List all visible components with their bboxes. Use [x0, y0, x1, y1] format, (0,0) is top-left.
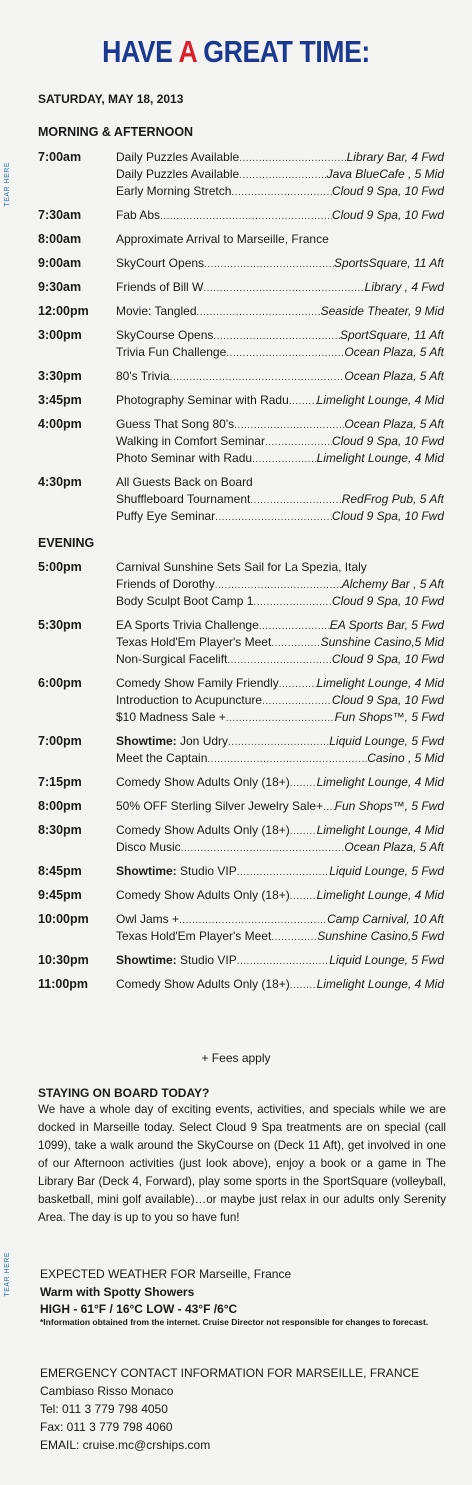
event-location: Library Bar, 4 Fwd	[346, 150, 444, 164]
event-location: Liquid Lounge, 5 Fwd	[329, 953, 444, 967]
event-name	[116, 304, 197, 318]
event-location: Liquid Lounge, 5 Fwd	[329, 734, 444, 748]
section-evening: EVENING	[38, 536, 95, 550]
schedule-time: 3:45pm	[38, 393, 82, 407]
schedule-item	[116, 369, 444, 383]
event-location: Cloud 9 Spa, 10 Fwd	[331, 509, 444, 523]
leader-dots	[237, 867, 330, 878]
event-text: Comedy Show Adults Only (18+)	[116, 775, 290, 789]
event-name	[116, 840, 181, 854]
event-location: Cloud 9 Spa, 10 Fwd	[331, 652, 444, 666]
event-location: Sunshine Casino,5 Fwd	[317, 929, 444, 943]
event-name	[116, 492, 250, 506]
event-name	[116, 799, 323, 813]
leader-dots	[290, 778, 317, 789]
leader-dots	[215, 580, 342, 591]
event-name	[116, 256, 204, 270]
schedule-item	[116, 823, 444, 837]
schedule-item	[116, 232, 444, 246]
event-location: SportSquare, 11 Aft	[339, 328, 444, 342]
event-location: Limelight Lounge, 4 Mid	[316, 823, 444, 837]
event-text: Jon Udry	[176, 734, 229, 748]
event-name	[116, 751, 207, 765]
event-prefix: Showtime:	[116, 953, 177, 967]
leader-dots	[170, 372, 345, 383]
leader-dots	[290, 891, 317, 902]
leader-dots	[252, 454, 317, 465]
schedule-item	[116, 184, 444, 198]
event-name	[116, 560, 367, 574]
schedule-item	[116, 953, 444, 967]
event-location: Limelight Lounge, 4 Mid	[316, 888, 444, 902]
event-location: Ocean Plaza, 5 Aft	[344, 417, 444, 431]
event-name	[116, 577, 215, 591]
event-text: Walking in Comfort Seminar	[116, 434, 265, 448]
weather-temps: HIGH - 61°F / 16°C LOW - 43°F /6°C	[40, 1302, 238, 1316]
weather-heading: EXPECTED WEATHER FOR Marseille, France	[40, 1267, 292, 1281]
event-name	[116, 929, 271, 943]
event-location: Sunshine Casino,5 Mid	[320, 635, 444, 649]
schedule-item	[116, 434, 444, 448]
schedule-time: 9:00am	[38, 256, 82, 270]
event-text: 80's Trivia	[116, 369, 170, 383]
tear-here-label: TEAR HERE	[4, 162, 11, 207]
event-name	[116, 693, 262, 707]
leader-dots	[290, 826, 317, 837]
schedule-time: 4:30pm	[38, 475, 82, 489]
event-text: SkyCourt Opens	[116, 256, 205, 270]
schedule-time: 8:30pm	[38, 823, 82, 837]
leader-dots	[279, 679, 317, 690]
leader-dots	[262, 696, 332, 707]
event-text: Introduction to Acupuncture	[116, 693, 263, 707]
schedule-item	[116, 475, 444, 489]
leader-dots	[197, 307, 321, 318]
schedule-time: 3:30pm	[38, 369, 82, 383]
event-text: Early Morning Stretch	[116, 184, 232, 198]
event-text: Puffy Eye Seminar	[116, 509, 216, 523]
event-location: Liquid Lounge, 5 Fwd	[329, 864, 444, 878]
event-name	[116, 953, 237, 967]
schedule-time: 7:15pm	[38, 775, 82, 789]
event-text: Daily Puzzles Available	[116, 150, 240, 164]
leader-dots	[226, 713, 335, 724]
event-location: EA Sports Bar, 5 Fwd	[329, 618, 444, 632]
schedule-item	[116, 560, 444, 574]
schedule-item	[116, 280, 444, 294]
event-text: Owl Jams +	[116, 912, 180, 926]
event-location: Limelight Lounge, 4 Mid	[316, 676, 444, 690]
tear-here-label: TEAR HERE	[4, 1252, 11, 1297]
schedule-time: 7:00am	[38, 150, 82, 164]
event-text: Meet the Captain	[116, 751, 208, 765]
event-text: $10 Madness Sale +	[116, 710, 226, 724]
emergency-name: Cambiaso Risso Monaco	[40, 1384, 174, 1398]
schedule-time: 5:00pm	[38, 560, 82, 574]
event-location: Seaside Theater, 9 Mid	[320, 304, 444, 318]
event-text: Studio VIP	[176, 864, 237, 878]
event-name	[116, 734, 228, 748]
event-text: Guess That Song 80's	[116, 417, 235, 431]
event-text: Comedy Show Family Friendly	[116, 676, 279, 690]
event-text: Movie: Tangled	[116, 304, 197, 318]
schedule-time: 7:00pm	[38, 734, 82, 748]
event-name	[116, 369, 170, 383]
event-name	[116, 635, 271, 649]
schedule-item	[116, 393, 444, 407]
schedule-item	[116, 888, 444, 902]
schedule-item	[116, 594, 444, 608]
schedule-item	[116, 912, 444, 926]
schedule-item	[116, 345, 444, 359]
event-location: Cloud 9 Spa, 10 Fwd	[331, 434, 444, 448]
staying-title: STAYING ON BOARD TODAY?	[38, 1086, 210, 1100]
leader-dots	[203, 283, 364, 294]
leader-dots	[228, 737, 329, 748]
event-name	[116, 280, 203, 294]
event-name	[116, 509, 215, 523]
event-location: Casino , 5 Mid	[367, 751, 444, 765]
event-location: Limelight Lounge, 4 Mid	[316, 977, 444, 991]
leader-dots	[323, 802, 335, 813]
event-location: Ocean Plaza, 5 Aft	[344, 840, 444, 854]
event-location: Cloud 9 Spa, 10 Fwd	[331, 693, 444, 707]
schedule-item	[116, 150, 444, 164]
schedule-item	[116, 929, 444, 943]
event-location: Ocean Plaza, 5 Aft	[344, 369, 444, 383]
event-name	[116, 434, 265, 448]
schedule-item	[116, 304, 444, 318]
event-location: Java BlueCafe , 5 Mid	[326, 167, 444, 181]
schedule-item	[116, 417, 444, 431]
schedule-item	[116, 977, 444, 991]
event-location: Limelight Lounge, 4 Mid	[316, 393, 444, 407]
event-text: Trivia Fun Challenge	[116, 345, 227, 359]
event-name	[116, 710, 226, 724]
event-name	[116, 775, 290, 789]
leader-dots	[160, 211, 332, 222]
schedule-time: 6:00pm	[38, 676, 82, 690]
leader-dots	[239, 153, 346, 164]
schedule-time: 3:00pm	[38, 328, 82, 342]
event-name	[116, 618, 259, 632]
schedule-item	[116, 734, 444, 748]
event-name	[116, 150, 239, 164]
emergency-heading: EMERGENCY CONTACT INFORMATION FOR MARSEILLE, FRANCE	[40, 1366, 420, 1380]
weather-disclaimer: *Information obtained from the internet. Cruise Director not responsible for changes to forecast.	[40, 1317, 429, 1327]
leader-dots	[289, 396, 317, 407]
leader-dots	[181, 843, 345, 854]
event-text: 50% OFF Sterling Silver Jewelry Sale+	[116, 799, 324, 813]
weather-condition: Warm with Spotty Showers	[40, 1285, 195, 1299]
event-text: All Guests Back on Board	[116, 475, 253, 489]
event-name	[116, 594, 253, 608]
event-text: Carnival Sunshine Sets Sail for La Spezia, Italy	[116, 560, 367, 574]
event-name	[116, 977, 290, 991]
schedule-time: 9:45pm	[38, 888, 82, 902]
emergency-tel: Tel: 011 3 779 798 4050	[40, 1402, 168, 1416]
schedule-item	[116, 676, 444, 690]
leader-dots	[227, 655, 332, 666]
event-location: SportsSquare, 11 Aft	[333, 256, 444, 270]
event-text: Texas Hold'Em Player's Meet	[116, 929, 272, 943]
schedule-item	[116, 799, 444, 813]
event-name	[116, 864, 237, 878]
event-name	[116, 232, 329, 246]
leader-dots	[271, 932, 317, 943]
schedule-item	[116, 840, 444, 854]
event-location: Alchemy Bar , 5 Aft	[341, 577, 444, 591]
event-location: Cloud 9 Spa, 10 Fwd	[331, 184, 444, 198]
schedule-time: 7:30am	[38, 208, 82, 222]
event-location: Limelight Lounge, 4 Mid	[316, 775, 444, 789]
schedule-time: 8:00pm	[38, 799, 82, 813]
event-text: Comedy Show Adults Only (18+)	[116, 823, 290, 837]
event-location: Fun Shops™, 5 Fwd	[334, 799, 444, 813]
schedule-item	[116, 635, 444, 649]
event-text: Body Sculpt Boot Camp 1	[116, 594, 254, 608]
leader-dots	[179, 915, 327, 926]
schedule-item	[116, 864, 444, 878]
schedule-item	[116, 509, 444, 523]
event-prefix: Showtime:	[116, 864, 177, 878]
event-name	[116, 912, 179, 926]
schedule-time: 5:30pm	[38, 618, 82, 632]
event-text: Fab Abs	[116, 208, 161, 222]
event-text: Approximate Arrival to Marseille, France	[116, 232, 329, 246]
staying-body: We have a whole day of exciting events, activities, and specials while we are docked in Marseille today. Select Cloud 9 Spa treatments are on special (call 1099), take a walk around the SkyCourse on (Deck 11 Aft), get involved in one of our Afternoon activities (just look above), enjoy a book or a game in The Library Bar (Deck 4, Forward), play some sports in the SportSquare (volleyball, basketball, mini golf available)…or maybe just relax in our adults only Serenity Area. The day is up to you so have fun!	[38, 1103, 446, 1224]
schedule-item	[116, 167, 444, 181]
schedule-time: 4:00pm	[38, 417, 82, 431]
schedule-item	[116, 208, 444, 222]
event-prefix: Showtime:	[116, 734, 177, 748]
event-name	[116, 208, 160, 222]
schedule-item	[116, 652, 444, 666]
event-name	[116, 823, 290, 837]
leader-dots	[253, 597, 332, 608]
event-name	[116, 167, 239, 181]
event-location: Cloud 9 Spa, 10 Fwd	[331, 208, 444, 222]
leader-dots	[215, 512, 332, 523]
fees-note: + Fees apply	[201, 1051, 271, 1065]
event-location: Limelight Lounge, 4 Mid	[316, 451, 444, 465]
event-name	[116, 676, 279, 690]
schedule-item	[116, 492, 444, 506]
event-location: RedFrog Pub, 5 Aft	[341, 492, 444, 506]
event-text: EA Sports Trivia Challenge	[116, 618, 259, 632]
leader-dots	[231, 187, 332, 198]
event-name	[116, 328, 213, 342]
schedule-time: 8:00am	[38, 232, 82, 246]
schedule-time: 9:30am	[38, 280, 82, 294]
event-text: Photography Seminar with Radu	[116, 393, 289, 407]
event-location: Ocean Plaza, 5 Aft	[344, 345, 444, 359]
event-name	[116, 888, 290, 902]
leader-dots	[204, 259, 334, 270]
event-text: Shuffleboard Tournament	[116, 492, 251, 506]
schedule-item	[116, 775, 444, 789]
leader-dots	[290, 980, 317, 991]
event-text: Studio VIP	[176, 953, 237, 967]
event-location: Cloud 9 Spa, 10 Fwd	[331, 594, 444, 608]
leader-dots	[250, 495, 341, 506]
leader-dots	[207, 754, 367, 765]
leader-dots	[226, 348, 344, 359]
emergency-email: EMAIL: cruise.mc@crships.com	[40, 1438, 211, 1452]
event-name	[116, 184, 231, 198]
event-name	[116, 451, 252, 465]
event-location: Fun Shops™, 5 Fwd	[334, 710, 444, 724]
schedule-item	[116, 577, 444, 591]
event-name	[116, 475, 253, 489]
event-location: Camp Carnival, 10 Aft	[327, 912, 444, 926]
leader-dots	[259, 621, 330, 632]
event-name	[116, 345, 226, 359]
event-text: Disco Music	[116, 840, 181, 854]
leader-dots	[237, 956, 330, 967]
leader-dots	[271, 638, 320, 649]
schedule-time: 8:45pm	[38, 864, 82, 878]
leader-dots	[234, 420, 344, 431]
schedule-date: SATURDAY, MAY 18, 2013	[38, 92, 184, 106]
leader-dots	[213, 331, 340, 342]
emergency-fax: Fax: 011 3 779 798 4060	[40, 1420, 173, 1434]
event-name	[116, 417, 234, 431]
schedule-item	[116, 710, 444, 724]
schedule-item	[116, 451, 444, 465]
schedule-item	[116, 618, 444, 632]
event-location: Library , 4 Fwd	[364, 280, 444, 294]
event-text: Non-Surgical Facelift	[116, 652, 228, 666]
event-text: SkyCourse Opens	[116, 328, 214, 342]
schedule-item	[116, 693, 444, 707]
event-name	[116, 393, 289, 407]
schedule-item	[116, 256, 444, 270]
schedule-time: 10:30pm	[38, 953, 89, 967]
event-text: Comedy Show Adults Only (18+)	[116, 888, 290, 902]
event-name	[116, 652, 227, 666]
headline: HAVE A GREAT TIME:	[102, 34, 370, 69]
schedule-time: 12:00pm	[38, 304, 89, 318]
schedule-item	[116, 328, 444, 342]
leader-dots	[239, 170, 326, 181]
schedule-item	[116, 751, 444, 765]
event-text: Friends of Dorothy	[116, 577, 215, 591]
event-text: Friends of Bill W	[116, 280, 204, 294]
event-text: Photo Seminar with Radu	[116, 451, 253, 465]
event-text: Comedy Show Adults Only (18+)	[116, 977, 290, 991]
leader-dots	[265, 437, 332, 448]
schedule-time: 11:00pm	[38, 977, 89, 991]
event-text: Daily Puzzles Available	[116, 167, 240, 181]
event-text: Texas Hold'Em Player's Meet	[116, 635, 272, 649]
schedule-time: 10:00pm	[38, 912, 89, 926]
section-morning: MORNING & AFTERNOON	[38, 125, 194, 139]
